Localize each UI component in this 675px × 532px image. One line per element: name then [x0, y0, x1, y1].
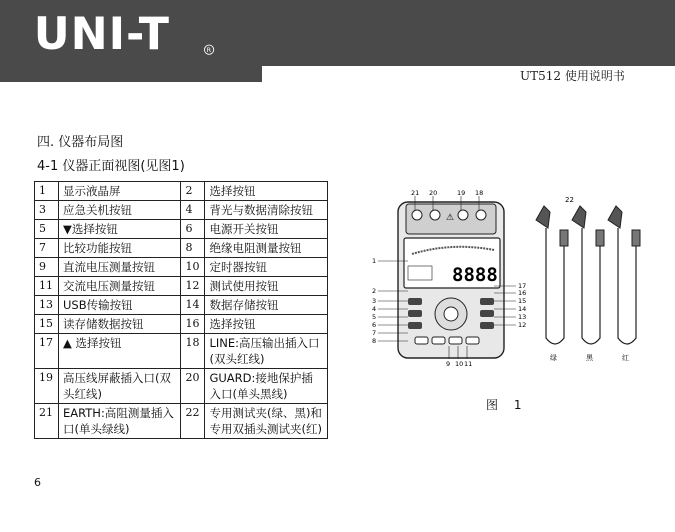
- part-number-cell: 19: [35, 369, 59, 404]
- part-number-cell: 15: [35, 315, 59, 334]
- part-number-cell: 6: [181, 220, 205, 239]
- part-number-cell: 11: [35, 277, 59, 296]
- part-description-cell: 选择按钮: [205, 315, 328, 334]
- table-row: [35, 296, 328, 315]
- part-number-cell: 13: [35, 296, 59, 315]
- shield-terminal-icon: [458, 210, 468, 220]
- sub-heading: 4-1 仪器正面视图(见图1): [37, 159, 185, 174]
- part-description-cell: 读存储数据按钮: [58, 315, 180, 334]
- table-row: [35, 239, 328, 258]
- lead-plug-icon: [632, 230, 640, 246]
- part-number-cell: 3: [35, 201, 59, 220]
- callout-label: 5: [372, 313, 377, 321]
- callout-label: 8: [372, 337, 377, 345]
- clip-jaw-icon: [536, 206, 550, 228]
- part-number-cell: 16: [181, 315, 205, 334]
- part-number-cell: 14: [181, 296, 205, 315]
- table-row: [35, 182, 328, 201]
- table-row: [35, 334, 328, 369]
- part-number-cell: 9: [35, 258, 59, 277]
- part-description-cell: 数据存储按钮: [205, 296, 328, 315]
- table-row: [35, 277, 328, 296]
- button-4[interactable]: [408, 310, 422, 317]
- table-row: [35, 369, 328, 404]
- part-number-cell: 22: [181, 404, 205, 439]
- part-description-cell: 定时器按钮: [205, 258, 328, 277]
- callout-label: 7: [372, 329, 377, 337]
- part-number-cell: 8: [181, 239, 205, 258]
- part-description-cell: LINE:高压输出插入口(双头红线): [205, 334, 328, 369]
- callout-label: 21: [411, 189, 420, 197]
- clip-jaw-icon: [572, 206, 586, 228]
- test-clips: [536, 206, 640, 362]
- lead-color-label: 黑: [586, 354, 593, 362]
- part-description-cell: 选择按钮: [205, 182, 328, 201]
- manual-title: UT512 使用说明书: [520, 69, 625, 83]
- brand-logo: [26, 10, 226, 58]
- button-9[interactable]: [432, 337, 445, 344]
- callout-label: 9: [446, 360, 451, 368]
- part-number-cell: 10: [181, 258, 205, 277]
- callout-label: 2: [372, 287, 377, 295]
- callout-label: 11: [464, 360, 473, 368]
- part-description-cell: 比较功能按钮: [58, 239, 180, 258]
- callout-label: 3: [372, 297, 377, 305]
- callout-label: 13: [518, 313, 527, 321]
- registered-mark-letter: R: [206, 46, 212, 55]
- button-10[interactable]: [449, 337, 462, 344]
- lead-plug-icon: [560, 230, 568, 246]
- lead-color-label: 绿: [550, 354, 557, 362]
- part-number-cell: 17: [35, 334, 59, 369]
- table-row: [35, 315, 328, 334]
- part-description-cell: 电源开关按钮: [205, 220, 328, 239]
- callout-label: 10: [455, 360, 464, 368]
- callout-label: 6: [372, 321, 377, 329]
- section-heading: 四. 仪器布局图: [37, 135, 124, 150]
- table-row: [35, 220, 328, 239]
- table-row: [35, 404, 328, 439]
- callout-label: 4: [372, 305, 377, 313]
- part-number-cell: 4: [181, 201, 205, 220]
- part-description-cell: ▲ 选择按钮: [58, 334, 180, 369]
- page-number: 6: [34, 476, 41, 489]
- part-description-cell: 测试使用按钮: [205, 277, 328, 296]
- part-number-cell: 7: [35, 239, 59, 258]
- part-description-cell: 交流电压测量按钮: [58, 277, 180, 296]
- callout-label: 14: [518, 305, 527, 313]
- part-description-cell: 绝缘电阻测量按钮: [205, 239, 328, 258]
- parts-table: [34, 181, 328, 439]
- button-14[interactable]: [480, 310, 494, 317]
- part-number-cell: 21: [35, 404, 59, 439]
- table-row: [35, 258, 328, 277]
- button-11[interactable]: [466, 337, 479, 344]
- earth-terminal-icon: [412, 210, 422, 220]
- table-row: [35, 201, 328, 220]
- navigation-center-button[interactable]: [444, 307, 458, 321]
- part-description-cell: USB传输按钮: [58, 296, 180, 315]
- figure-caption: 图 1: [486, 398, 528, 412]
- part-description-cell: 专用测试夹(绿、黑)和专用双插头测试夹(红): [205, 404, 328, 439]
- button-3[interactable]: [408, 298, 422, 305]
- callout-label-22: 22: [565, 196, 574, 204]
- button-15[interactable]: [480, 298, 494, 305]
- part-number-cell: 1: [35, 182, 59, 201]
- line-terminal-icon: [476, 210, 486, 220]
- callout-label: 16: [518, 289, 527, 297]
- lead-plug-icon: [596, 230, 604, 246]
- instrument-figure: [368, 188, 660, 370]
- part-description-cell: 应急关机按钮: [58, 201, 180, 220]
- callout-label: 18: [475, 189, 484, 197]
- brand-logo-text: UNI-T: [33, 10, 170, 58]
- callout-label: 12: [518, 321, 527, 329]
- part-description-cell: EARTH:高阻测量插入口(单头绿线): [58, 404, 180, 439]
- button-8[interactable]: [415, 337, 428, 344]
- part-description-cell: ▼选择按钮: [58, 220, 180, 239]
- clip-jaw-icon: [608, 206, 622, 228]
- part-description-cell: 显示液晶屏: [58, 182, 180, 201]
- lcd-digits: 8888: [452, 264, 498, 286]
- callout-label: 17: [518, 282, 527, 290]
- callout-label: 20: [429, 189, 438, 197]
- button-6[interactable]: [408, 322, 422, 329]
- warning-icon: ⚠: [446, 213, 455, 223]
- callout-label: 1: [372, 257, 377, 265]
- part-description-cell: 直流电压测量按钮: [58, 258, 180, 277]
- lead-color-label: 红: [622, 354, 629, 362]
- header-left-tab: [0, 66, 262, 82]
- part-description-cell: 背光与数据清除按钮: [205, 201, 328, 220]
- guard-terminal-icon: [430, 210, 440, 220]
- callout-label: 19: [457, 189, 466, 197]
- button-12[interactable]: [480, 322, 494, 329]
- part-number-cell: 20: [181, 369, 205, 404]
- part-number-cell: 12: [181, 277, 205, 296]
- part-number-cell: 5: [35, 220, 59, 239]
- part-description-cell: GUARD:接地保护插入口(单头黑线): [205, 369, 328, 404]
- part-description-cell: 高压线屏蔽插入口(双头红线): [58, 369, 180, 404]
- part-number-cell: 18: [181, 334, 205, 369]
- part-number-cell: 2: [181, 182, 205, 201]
- callout-label: 15: [518, 297, 527, 305]
